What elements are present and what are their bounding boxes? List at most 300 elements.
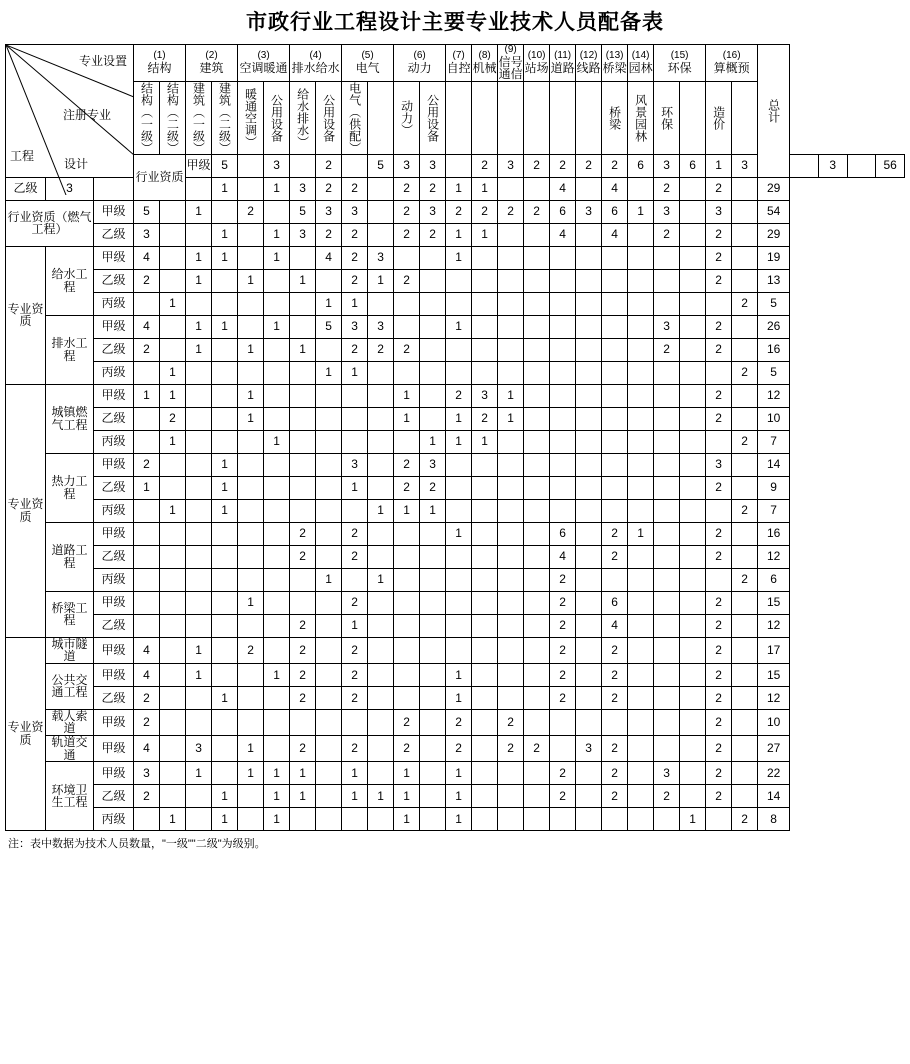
cell: 3 [818, 154, 847, 177]
cell: 6 [550, 522, 576, 545]
cell: 1 [264, 223, 290, 246]
cell: 2 [732, 430, 758, 453]
cell: 3 [368, 246, 394, 269]
cell [186, 177, 212, 200]
cell: 1 [446, 762, 472, 785]
grade-cell: 甲级 [186, 154, 212, 177]
cell: 1 [212, 177, 238, 200]
col-group-11-num: (11) [554, 50, 572, 62]
cell [446, 637, 472, 663]
grade-cell: 甲级 [94, 591, 134, 614]
cell [368, 709, 394, 735]
cell [706, 499, 732, 522]
cell [212, 591, 238, 614]
cell [628, 709, 654, 735]
cell: 2 [732, 808, 758, 831]
cell: 2 [342, 246, 368, 269]
col-group-7 [446, 45, 472, 82]
cell [368, 736, 394, 762]
cell [706, 430, 732, 453]
cell: 1 [446, 246, 472, 269]
cell: 2 [342, 338, 368, 361]
grade-cell: 甲级 [94, 762, 134, 785]
table-row [6, 785, 905, 808]
cell [264, 614, 290, 637]
cell: 3 [342, 315, 368, 338]
cell [420, 545, 446, 568]
cell: 2 [654, 177, 680, 200]
cell [238, 545, 264, 568]
cell [316, 522, 342, 545]
cell [420, 522, 446, 545]
cell [628, 338, 654, 361]
cell [472, 736, 498, 762]
grade-cell: 甲级 [94, 736, 134, 762]
cell: 2 [732, 292, 758, 315]
row-total: 13 [758, 269, 790, 292]
cell: 2 [732, 361, 758, 384]
cell: 3 [654, 154, 680, 177]
cell [472, 522, 498, 545]
cell [238, 808, 264, 831]
cell: 2 [706, 591, 732, 614]
cell [472, 545, 498, 568]
cell [290, 453, 316, 476]
cell [290, 292, 316, 315]
cell [706, 568, 732, 591]
cell: 1 [160, 361, 186, 384]
grade-cell: 甲级 [94, 663, 134, 686]
col-group-16-num: (16) [722, 50, 741, 62]
row-total: 8 [758, 808, 790, 831]
cell: 2 [706, 637, 732, 663]
cell: 2 [290, 663, 316, 686]
cell [212, 200, 238, 223]
cell: 2 [446, 709, 472, 735]
cell [368, 384, 394, 407]
cell [212, 522, 238, 545]
cell [498, 177, 524, 200]
cell: 2 [394, 177, 420, 200]
cell: 6 [628, 154, 654, 177]
table-row [6, 762, 905, 785]
cell [654, 545, 680, 568]
cell: 1 [186, 269, 212, 292]
row-total: 10 [758, 407, 790, 430]
cell [160, 762, 186, 785]
cell [628, 686, 654, 709]
cell [446, 568, 472, 591]
cell [264, 637, 290, 663]
cell [524, 762, 550, 785]
sub-col-watersupply-public: 公用设备 [316, 81, 342, 154]
cell [160, 591, 186, 614]
cell: 3 [654, 762, 680, 785]
cell [368, 762, 394, 785]
cell [472, 591, 498, 614]
cell [680, 762, 706, 785]
cell [238, 522, 264, 545]
cell [316, 762, 342, 785]
cell [732, 762, 758, 785]
cell [732, 709, 758, 735]
row-subgroup-label: 轨道交通 [46, 736, 94, 762]
row-total: 19 [758, 246, 790, 269]
cell [212, 292, 238, 315]
row-total: 6 [758, 568, 790, 591]
cell [680, 269, 706, 292]
cell [524, 476, 550, 499]
grade-cell: 乙级 [94, 407, 134, 430]
row-total: 12 [758, 614, 790, 637]
cell [160, 614, 186, 637]
col-group-14 [628, 45, 654, 82]
cell [212, 269, 238, 292]
cell: 2 [550, 614, 576, 637]
cell: 1 [264, 177, 290, 200]
row-total: 29 [758, 223, 790, 246]
cell [680, 545, 706, 568]
cell [238, 709, 264, 735]
cell [732, 614, 758, 637]
row-subgroup-label: 城镇燃气工程 [46, 384, 94, 453]
table-row [6, 808, 905, 831]
grade-cell: 甲级 [94, 709, 134, 735]
row-group-label: 行业资质（燃气工程） [6, 200, 94, 246]
row-group-label: 专业资质 [6, 384, 46, 637]
cell [238, 154, 264, 177]
cell [472, 453, 498, 476]
cell [316, 808, 342, 831]
cell [732, 522, 758, 545]
cell [186, 591, 212, 614]
col-group-10-name: 站场 [524, 60, 549, 75]
cell [160, 315, 186, 338]
cell [628, 785, 654, 808]
cell [576, 637, 602, 663]
cell: 1 [134, 476, 160, 499]
cell: 4 [134, 663, 160, 686]
cell [654, 808, 680, 831]
cell [290, 568, 316, 591]
cell [498, 430, 524, 453]
grade-cell: 丙级 [94, 361, 134, 384]
cell [290, 430, 316, 453]
cell: 1 [446, 808, 472, 831]
cell: 1 [238, 269, 264, 292]
cell [524, 499, 550, 522]
cell: 3 [472, 384, 498, 407]
cell: 2 [550, 637, 576, 663]
cell [394, 614, 420, 637]
cell: 1 [342, 476, 368, 499]
cell [342, 430, 368, 453]
grade-cell: 丙级 [94, 292, 134, 315]
cell [186, 453, 212, 476]
sub-col-line [576, 81, 602, 154]
cell [264, 407, 290, 430]
cell [576, 338, 602, 361]
cell [654, 430, 680, 453]
cell: 2 [602, 785, 628, 808]
cell: 2 [602, 686, 628, 709]
grade-cell: 甲级 [94, 637, 134, 663]
cell [790, 154, 819, 177]
cell [186, 709, 212, 735]
cell [680, 591, 706, 614]
cell [550, 292, 576, 315]
cell: 3 [368, 315, 394, 338]
cell [160, 663, 186, 686]
col-group-11-name: 道路 [550, 60, 575, 75]
cell: 1 [264, 808, 290, 831]
cell: 2 [394, 736, 420, 762]
cell: 2 [706, 785, 732, 808]
cell [290, 384, 316, 407]
cell [732, 315, 758, 338]
cell: 1 [238, 338, 264, 361]
cell: 2 [602, 545, 628, 568]
cell [316, 269, 342, 292]
cell [628, 292, 654, 315]
cell: 2 [706, 223, 732, 246]
cell: 1 [264, 246, 290, 269]
cell: 1 [186, 338, 212, 361]
personnel-table [5, 44, 905, 831]
row-subgroup-label: 给水工程 [46, 246, 94, 315]
cell [654, 269, 680, 292]
cell [576, 709, 602, 735]
cell [420, 338, 446, 361]
cell [420, 686, 446, 709]
row-total: 10 [758, 709, 790, 735]
col-group-1 [134, 45, 186, 82]
cell: 1 [394, 808, 420, 831]
cell [576, 223, 602, 246]
cell [680, 476, 706, 499]
cell [264, 709, 290, 735]
cell [680, 177, 706, 200]
table-row [6, 476, 905, 499]
cell [576, 384, 602, 407]
cell [316, 499, 342, 522]
table-row [6, 545, 905, 568]
cell [498, 499, 524, 522]
cell: 3 [264, 154, 290, 177]
cell [680, 384, 706, 407]
cell [524, 808, 550, 831]
corner-label-major-setting: 专业设置 [79, 54, 128, 68]
sub-col-environment: 环保 [654, 81, 680, 154]
cell: 4 [134, 736, 160, 762]
cell [342, 499, 368, 522]
cell: 1 [186, 315, 212, 338]
cell [472, 637, 498, 663]
cell [524, 663, 550, 686]
cell [524, 384, 550, 407]
table-row [6, 361, 905, 384]
cell [420, 292, 446, 315]
cell: 2 [368, 338, 394, 361]
cell [160, 545, 186, 568]
corner-label-project: 工程 [10, 149, 35, 164]
cell [238, 177, 264, 200]
grade-cell: 乙级 [94, 545, 134, 568]
cell [680, 292, 706, 315]
cell: 2 [342, 545, 368, 568]
cell [732, 223, 758, 246]
cell: 2 [706, 177, 732, 200]
grade-cell: 乙级 [94, 785, 134, 808]
col-group-9-num: (9) [504, 44, 517, 55]
cell: 2 [706, 663, 732, 686]
cell: 2 [706, 709, 732, 735]
col-group-16 [706, 45, 758, 82]
table-row [6, 453, 905, 476]
col-group-12 [576, 45, 602, 82]
cell [680, 338, 706, 361]
cell [628, 637, 654, 663]
cell [654, 568, 680, 591]
cell: 2 [446, 736, 472, 762]
cell: 1 [446, 315, 472, 338]
cell [472, 568, 498, 591]
cell [264, 568, 290, 591]
cell [628, 453, 654, 476]
cell [654, 637, 680, 663]
sub-col-watersupply: 给水排水） [290, 81, 316, 154]
cell: 1 [446, 785, 472, 808]
grade-cell: 乙级 [94, 476, 134, 499]
cell [628, 269, 654, 292]
cell [238, 499, 264, 522]
corner-header [6, 45, 134, 178]
cell [654, 384, 680, 407]
cell [472, 361, 498, 384]
cell [368, 637, 394, 663]
cell [602, 568, 628, 591]
cell [654, 736, 680, 762]
table-row [6, 522, 905, 545]
cell [680, 785, 706, 808]
cell [134, 361, 160, 384]
table-row [6, 315, 905, 338]
grade-cell: 乙级 [94, 269, 134, 292]
cell [654, 246, 680, 269]
cell: 1 [212, 223, 238, 246]
cell: 1 [420, 430, 446, 453]
cell [264, 269, 290, 292]
cell [524, 785, 550, 808]
cell: 1 [498, 384, 524, 407]
cell [160, 568, 186, 591]
col-group-7-num: (7) [452, 50, 465, 62]
cell: 2 [706, 384, 732, 407]
table-row [6, 614, 905, 637]
cell [264, 736, 290, 762]
row-total: 5 [758, 361, 790, 384]
cell [847, 154, 876, 177]
table-row [6, 292, 905, 315]
cell [134, 614, 160, 637]
cell [446, 591, 472, 614]
cell [446, 545, 472, 568]
grade-cell: 甲级 [94, 315, 134, 338]
cell [550, 361, 576, 384]
cell [316, 614, 342, 637]
cell: 2 [290, 686, 316, 709]
cell [342, 709, 368, 735]
cell: 1 [238, 407, 264, 430]
row-subgroup-label: 排水工程 [46, 315, 94, 384]
cell [368, 614, 394, 637]
cell [368, 361, 394, 384]
cell [576, 407, 602, 430]
cell [576, 785, 602, 808]
cell: 1 [472, 223, 498, 246]
row-total: 5 [758, 292, 790, 315]
cell [628, 223, 654, 246]
cell [160, 246, 186, 269]
cell: 2 [290, 736, 316, 762]
cell: 2 [472, 407, 498, 430]
cell [264, 545, 290, 568]
cell [238, 476, 264, 499]
cell [160, 338, 186, 361]
cell [368, 430, 394, 453]
row-total: 12 [758, 545, 790, 568]
cell: 1 [160, 384, 186, 407]
total-header [758, 45, 790, 178]
grade-cell: 乙级 [6, 177, 46, 200]
row-group-label: 专业资质 [6, 246, 46, 384]
cell [394, 591, 420, 614]
cell: 2 [706, 315, 732, 338]
cell [186, 808, 212, 831]
cell [290, 246, 316, 269]
cell: 2 [524, 154, 550, 177]
cell: 1 [628, 522, 654, 545]
sub-col-landscape: 风景园林 [628, 81, 654, 154]
cell [628, 614, 654, 637]
sub-col-cost: 造价 [706, 81, 732, 154]
col-group-4-name: 排水给水 [291, 60, 340, 75]
cell [654, 591, 680, 614]
cell: 1 [290, 762, 316, 785]
cell: 3 [342, 200, 368, 223]
cell [134, 292, 160, 315]
cell [420, 591, 446, 614]
cell [186, 545, 212, 568]
cell: 4 [134, 315, 160, 338]
cell: 1 [446, 522, 472, 545]
cell: 2 [550, 762, 576, 785]
cell: 4 [134, 637, 160, 663]
cell: 1 [472, 177, 498, 200]
row-total: 7 [758, 499, 790, 522]
cell: 2 [342, 177, 368, 200]
cell [238, 663, 264, 686]
cell [212, 407, 238, 430]
cell [602, 361, 628, 384]
cell: 2 [394, 453, 420, 476]
cell: 2 [160, 407, 186, 430]
cell: 2 [394, 200, 420, 223]
cell [446, 154, 472, 177]
cell [680, 246, 706, 269]
col-group-6-num: (6) [413, 50, 426, 62]
cell: 1 [472, 430, 498, 453]
